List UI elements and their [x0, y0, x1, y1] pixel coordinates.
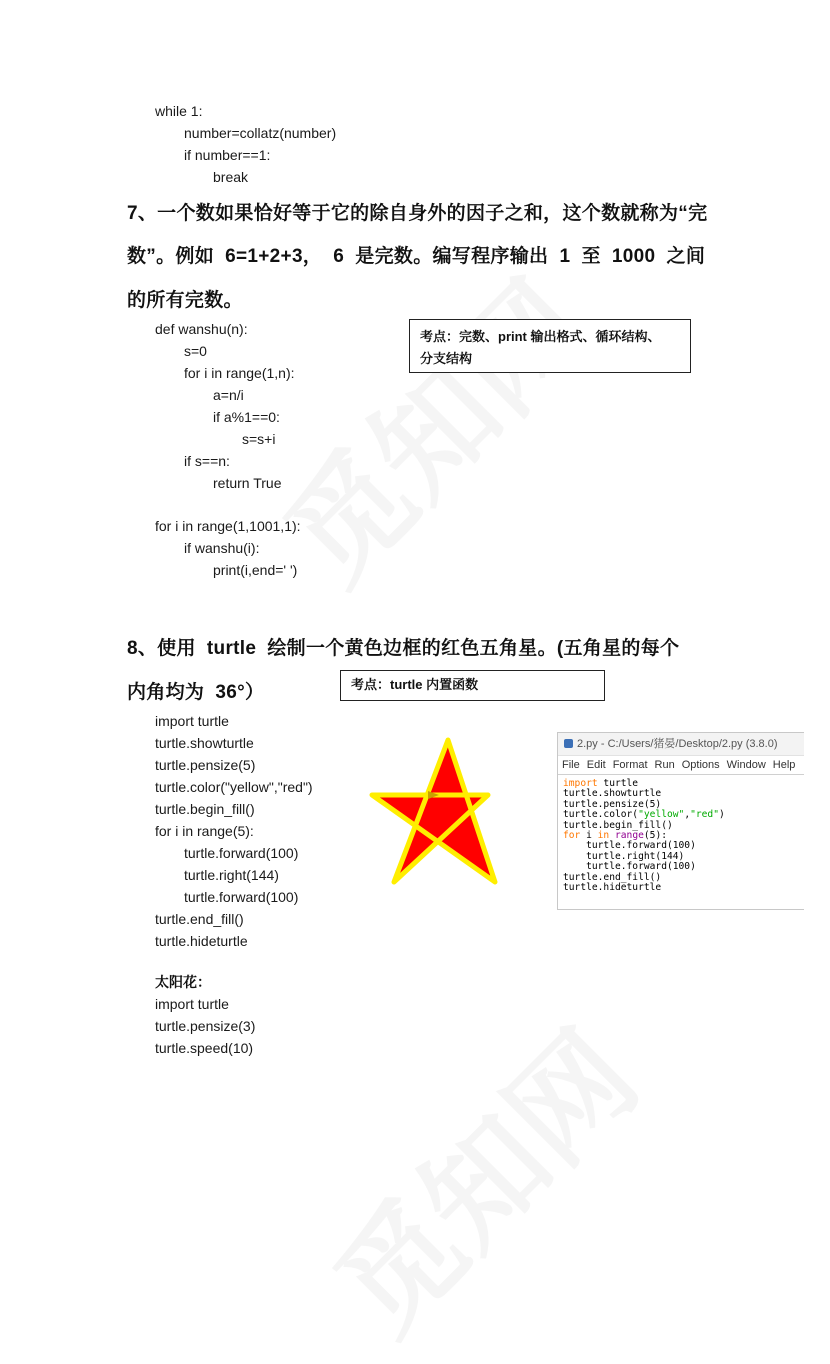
- question-7-line3: 的所有完数。: [127, 290, 243, 311]
- code-line: return True: [213, 475, 282, 491]
- idle-menu-bar: [558, 756, 804, 775]
- code-line: break: [213, 169, 249, 185]
- menu-help[interactable]: Help: [772, 759, 796, 771]
- idle-code-line: turtle.forward(100): [563, 861, 696, 873]
- code-line: if number==1:: [184, 147, 271, 163]
- idle-code-line: turtle.hideturtle: [563, 882, 662, 894]
- hint-line: 考点：turtle 内置函数: [351, 677, 479, 692]
- idle-code-line: turtle.color("yellow","red"): [563, 809, 725, 821]
- code-line: turtle.begin_fill(): [155, 801, 255, 817]
- hint-box-q8: [340, 670, 605, 701]
- python-file-icon: [564, 739, 573, 748]
- code-line: turtle.hideturtle: [155, 933, 248, 949]
- code-line: turtle.forward(100): [184, 845, 299, 861]
- question-8-line2: 内角均为 36°）: [127, 682, 265, 703]
- code-line: turtle.right(144): [184, 867, 279, 883]
- code-line: for i in range(5):: [155, 823, 254, 839]
- code-line: for i in range(1,1001,1):: [155, 518, 301, 534]
- code-line: for i in range(1,n):: [184, 365, 295, 381]
- code-line: while 1:: [155, 103, 203, 119]
- code-line: if a%1==0:: [213, 409, 280, 425]
- code-line: turtle.end_fill(): [155, 911, 244, 927]
- idle-code-line: turtle.pensize(5): [563, 798, 662, 810]
- idle-code-line: turtle.right(144): [563, 850, 685, 862]
- menu-format[interactable]: Format: [612, 759, 648, 771]
- watermark: [292, 988, 668, 1364]
- code-line: import turtle: [155, 996, 229, 1012]
- code-line: number=collatz(number): [184, 125, 337, 141]
- hint-line: 分支结构: [420, 351, 473, 366]
- code-line: turtle.pensize(3): [155, 1018, 256, 1034]
- code-line: turtle.showturtle: [155, 735, 254, 751]
- menu-run[interactable]: Run: [654, 759, 675, 771]
- code-line: s=s+i: [242, 431, 276, 447]
- idle-code-line: turtle.begin_fill(): [563, 819, 673, 831]
- code-line: s=0: [184, 343, 207, 359]
- code-line: turtle.pensize(5): [155, 757, 256, 773]
- red-star: [372, 740, 495, 882]
- question-8-line1: 8、使用 turtle 绘制一个黄色边框的红色五角星。(五角星的每个: [127, 638, 680, 659]
- idle-code-area[interactable]: [558, 775, 804, 893]
- question-7-line1: 7、一个数如果恰好等于它的除自身外的因子之和，这个数就称为“完: [127, 203, 708, 224]
- star-drawing: [360, 730, 540, 895]
- code-line: if s==n:: [184, 453, 230, 469]
- question-7-line2: 数”。例如 6=1+2+3， 6 是完数。编写程序输出 1 至 1000 之间: [127, 246, 706, 267]
- menu-edit[interactable]: Edit: [586, 759, 606, 771]
- menu-window[interactable]: Window: [726, 759, 766, 771]
- hint-box-q7: [409, 319, 691, 373]
- code-line: turtle.speed(10): [155, 1040, 254, 1056]
- idle-code-line: turtle.end_fill(): [563, 871, 662, 883]
- code-line: import turtle: [155, 713, 229, 729]
- menu-options[interactable]: Options: [681, 759, 720, 771]
- idle-code-line: turtle.forward(100): [563, 840, 696, 852]
- idle-code-line: for i in range(5):: [563, 830, 667, 842]
- idle-title-bar: [558, 733, 804, 756]
- idle-editor-window: [557, 732, 804, 910]
- code-line: def wanshu(n):: [155, 321, 248, 337]
- idle-title: 2.py - C:/Users/猪晏/Desktop/2.py (3.8.0): [577, 738, 778, 750]
- code-line: if wanshu(i):: [184, 540, 260, 556]
- code-line: turtle.color("yellow","red"): [155, 779, 313, 795]
- code-line: print(i,end=' '): [213, 562, 298, 578]
- idle-code-line: import turtle: [563, 778, 639, 789]
- watermark: [242, 238, 618, 614]
- code-line: a=n/i: [213, 387, 244, 403]
- code-line: turtle.forward(100): [184, 889, 299, 905]
- menu-file[interactable]: File: [562, 759, 580, 771]
- idle-code-line: turtle.showturtle: [563, 788, 662, 800]
- sunflower-title: 太阳花：: [155, 974, 211, 990]
- hint-line: 考点：完数、print 输出格式、循环结构、: [420, 329, 661, 344]
